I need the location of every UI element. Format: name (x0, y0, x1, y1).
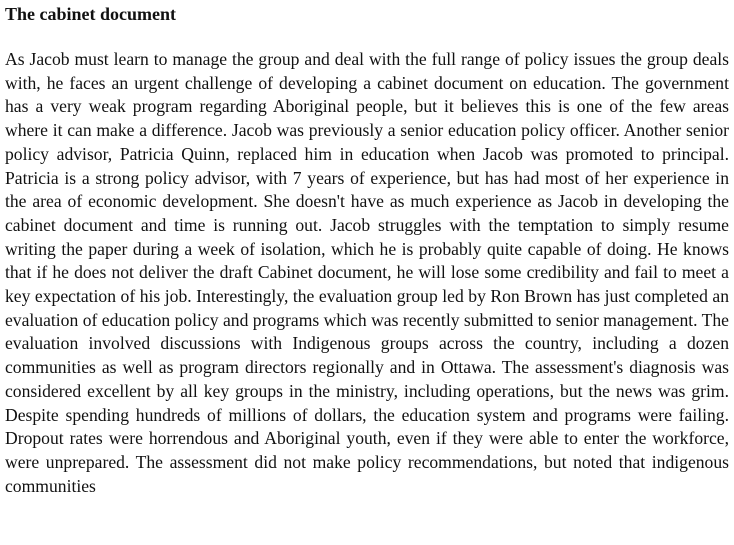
body-paragraph: As Jacob must learn to manage the group and deal with the full range of policy issues the group deals with, he faces an urgent challenge of developing a cabinet document on education. The government has a very weak program regarding Aboriginal people, but it believes this is one of the few areas where it can make a difference. Jacob was previously a senior education policy officer. Another senior policy advisor, Patricia Quinn, replaced him in education when Jacob was promoted to principal. Patricia is a strong policy advisor, with 7 years of experience, but has had most of her experience in the area of economic development. She doesn't have as much experience as Jacob in developing the cabinet document and time is running out. Jacob struggles with the temptation to simply resume writing the paper during a week of isolation, which he is probably quite capable of doing. He knows that if he does not deliver the draft Cabinet document, he will lose some credibility and fail to meet a key expectation of his job. Interestingly, the evaluation group led by Ron Brown has just completed an evaluation of education policy and programs which was recently submitted to senior management. The evaluation involved discussions with Indigenous groups across the country, including a dozen communities as well as program directors regionally and in Ottawa. The assessment's diagnosis was considered excellent by all key groups in the ministry, including operations, but the news was grim. Despite spending hundreds of millions of dollars, the education system and programs were failing. Dropout rates were horrendous and Aboriginal youth, even if they were able to enter the workforce, were unprepared. The assessment did not make policy recommendations, but noted that indigenous communities (5, 49, 729, 496)
section-heading: The cabinet document (5, 4, 176, 24)
